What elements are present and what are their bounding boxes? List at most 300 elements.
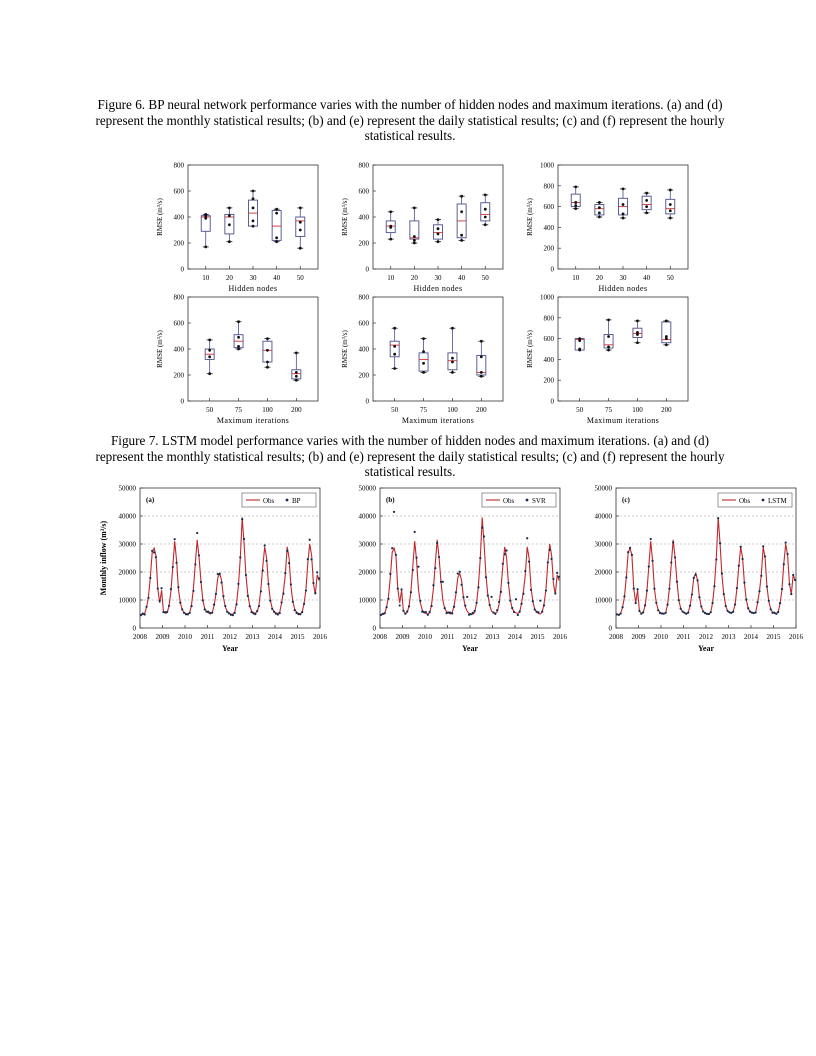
x-axis-label: Year xyxy=(698,644,714,653)
prediction-point xyxy=(252,612,254,614)
prediction-point xyxy=(434,567,436,569)
prediction-point xyxy=(170,588,172,590)
data-point xyxy=(204,213,207,216)
x-tick-label: 2014 xyxy=(508,633,522,641)
x-tick-label: 2013 xyxy=(721,633,736,641)
prediction-point xyxy=(442,581,444,583)
x-tick-label: 50 xyxy=(576,406,584,414)
data-point xyxy=(460,195,463,198)
x-tick-label: 2015 xyxy=(530,633,545,641)
prediction-point xyxy=(695,574,697,576)
y-tick-label: 200 xyxy=(543,376,554,385)
data-point xyxy=(228,214,231,217)
prediction-point xyxy=(535,611,537,613)
prediction-point xyxy=(509,600,511,602)
prediction-point xyxy=(234,612,236,614)
prediction-point xyxy=(773,612,775,614)
y-tick-label: 200 xyxy=(173,239,184,248)
x-tick-label: 200 xyxy=(291,406,302,414)
prediction-point xyxy=(382,613,384,615)
data-point xyxy=(665,335,668,338)
panel-label: (b) xyxy=(386,496,395,504)
data-point xyxy=(393,327,396,330)
prediction-point xyxy=(220,581,222,583)
prediction-point xyxy=(670,561,672,563)
y-tick-label: 40000 xyxy=(594,512,612,521)
prediction-point xyxy=(618,614,620,616)
y-tick-label: 800 xyxy=(358,161,369,170)
prediction-point xyxy=(528,560,530,562)
prediction-point xyxy=(663,613,665,615)
prediction-point xyxy=(623,595,625,597)
prediction-point xyxy=(781,588,783,590)
prediction-point xyxy=(224,605,226,607)
prediction-point xyxy=(459,571,461,573)
x-tick-label: 2013 xyxy=(245,633,260,641)
prediction-point xyxy=(447,611,449,613)
y-tick-label: 400 xyxy=(173,213,184,222)
prediction-point xyxy=(474,610,476,612)
x-tick-label: 50 xyxy=(296,274,304,282)
prediction-point xyxy=(676,581,678,583)
prediction-point xyxy=(655,602,657,604)
y-tick-label: 600 xyxy=(543,203,554,212)
prediction-point xyxy=(470,613,472,615)
x-tick-label: 40 xyxy=(273,274,281,282)
prediction-point xyxy=(734,603,736,605)
prediction-point xyxy=(751,612,753,614)
prediction-point xyxy=(145,606,147,608)
data-point xyxy=(422,337,425,340)
prediction-point xyxy=(155,556,157,558)
prediction-point xyxy=(625,576,627,578)
x-tick-label: 2012 xyxy=(699,633,713,641)
prediction-point xyxy=(250,611,252,613)
prediction-point xyxy=(745,598,747,600)
prediction-point xyxy=(492,611,494,613)
legend-model-label: SVR xyxy=(532,497,546,505)
prediction-point xyxy=(558,576,560,578)
legend-model-swatch xyxy=(762,499,765,502)
y-tick-label: 400 xyxy=(543,355,554,364)
prediction-point xyxy=(429,611,431,613)
y-tick-label: 50000 xyxy=(594,484,612,493)
plot-frame xyxy=(616,488,796,628)
prediction-point xyxy=(451,612,453,614)
prediction-point xyxy=(245,574,247,576)
prediction-point xyxy=(685,613,687,615)
x-tick-label: 100 xyxy=(447,406,458,414)
prediction-point xyxy=(149,577,151,579)
prediction-point xyxy=(683,612,685,614)
y-tick-label: 600 xyxy=(358,319,369,328)
prediction-point xyxy=(728,611,730,613)
data-point xyxy=(413,242,416,245)
prediction-point xyxy=(550,558,552,560)
prediction-point xyxy=(657,609,659,611)
data-point xyxy=(607,349,610,352)
prediction-point xyxy=(414,531,416,533)
prediction-point xyxy=(711,602,713,604)
y-tick-label: 800 xyxy=(173,161,184,170)
data-point xyxy=(607,346,610,349)
prediction-point xyxy=(726,610,728,612)
data-point xyxy=(208,339,211,342)
x-tick-label: 200 xyxy=(476,406,487,414)
x-tick-label: 10 xyxy=(387,274,395,282)
data-point xyxy=(252,197,255,200)
prediction-point xyxy=(635,602,637,604)
data-point xyxy=(266,366,269,369)
y-tick-label: 1000 xyxy=(540,161,554,170)
boxplot-bottom-middle xyxy=(335,292,515,424)
data-point xyxy=(389,225,392,228)
plot-frame xyxy=(140,488,320,628)
x-axis-label: Hidden nodes xyxy=(598,284,648,293)
x-axis-label: Maximum iterations xyxy=(586,416,660,425)
data-point xyxy=(451,327,454,330)
x-tick-label: 50 xyxy=(206,406,214,414)
prediction-point xyxy=(755,611,757,613)
prediction-point xyxy=(179,601,181,603)
x-tick-label: 2012 xyxy=(223,633,237,641)
prediction-point xyxy=(159,600,161,602)
prediction-point xyxy=(380,614,382,616)
prediction-point xyxy=(260,590,262,592)
data-point xyxy=(665,320,668,323)
y-axis-label: RMSE (m³/s) xyxy=(156,330,164,368)
prediction-point xyxy=(648,565,650,567)
data-point xyxy=(460,234,463,237)
y-tick-label: 10000 xyxy=(594,596,612,605)
prediction-point xyxy=(140,614,142,616)
prediction-point xyxy=(397,588,399,590)
y-tick-label: 400 xyxy=(173,345,184,354)
data-point xyxy=(669,209,672,212)
data-point xyxy=(622,188,625,191)
prediction-point xyxy=(391,547,393,549)
prediction-point xyxy=(702,610,704,612)
prediction-point xyxy=(672,541,674,543)
legend-model-swatch xyxy=(286,499,289,502)
prediction-point xyxy=(487,594,489,596)
y-tick-label: 600 xyxy=(543,335,554,344)
prediction-point xyxy=(204,608,206,610)
prediction-point xyxy=(267,583,269,585)
x-axis-label: Year xyxy=(222,644,238,653)
y-tick-label: 400 xyxy=(358,345,369,354)
prediction-point xyxy=(213,604,215,606)
prediction-point xyxy=(747,607,749,609)
y-tick-label: 40000 xyxy=(358,512,376,521)
prediction-point xyxy=(387,598,389,600)
prediction-point xyxy=(730,612,732,614)
legend-model-label: BP xyxy=(292,497,301,505)
prediction-point xyxy=(153,551,155,553)
prediction-point xyxy=(151,550,153,552)
prediction-point xyxy=(651,560,653,562)
prediction-point xyxy=(530,589,532,591)
prediction-point xyxy=(534,608,536,610)
prediction-point xyxy=(665,612,667,614)
data-point xyxy=(208,372,211,375)
prediction-point xyxy=(460,584,462,586)
prediction-point xyxy=(427,614,429,616)
data-point xyxy=(480,340,483,343)
data-point xyxy=(622,212,625,215)
prediction-point xyxy=(215,593,217,595)
prediction-point xyxy=(410,591,412,593)
prediction-point xyxy=(425,611,427,613)
prediction-point xyxy=(693,577,695,579)
prediction-point xyxy=(515,598,517,600)
prediction-point xyxy=(777,611,779,613)
prediction-point xyxy=(549,549,551,551)
prediction-point xyxy=(256,610,258,612)
x-tick-label: 20 xyxy=(225,274,233,282)
prediction-point xyxy=(640,613,642,615)
x-axis-label: Hidden nodes xyxy=(228,284,278,293)
prediction-point xyxy=(678,599,680,601)
prediction-point xyxy=(768,600,770,602)
prediction-point xyxy=(785,542,787,544)
data-point xyxy=(645,211,648,214)
timeseries-panel-c xyxy=(572,480,812,658)
data-point xyxy=(574,207,577,210)
x-tick-label: 2014 xyxy=(268,633,282,641)
prediction-point xyxy=(522,593,524,595)
y-tick-label: 30000 xyxy=(594,540,612,549)
prediction-point xyxy=(312,582,314,584)
prediction-point xyxy=(175,562,177,564)
prediction-point xyxy=(258,605,260,607)
data-point xyxy=(252,190,255,193)
boxplot-top-middle xyxy=(335,160,515,292)
data-point xyxy=(208,349,211,352)
data-point xyxy=(578,337,581,340)
x-tick-label: 75 xyxy=(235,406,243,414)
prediction-point xyxy=(142,613,144,615)
prediction-point xyxy=(738,565,740,567)
y-tick-label: 600 xyxy=(173,319,184,328)
boxplot-top-right xyxy=(520,160,700,292)
prediction-point xyxy=(211,612,213,614)
x-tick-label: 2016 xyxy=(553,633,567,641)
x-tick-label: 2010 xyxy=(178,633,192,641)
prediction-point xyxy=(190,605,192,607)
y-tick-label: 30000 xyxy=(118,540,136,549)
prediction-point xyxy=(749,610,751,612)
prediction-point xyxy=(279,612,281,614)
prediction-point xyxy=(309,539,311,541)
legend-obs-label: Obs xyxy=(503,497,515,505)
y-tick-label: 0 xyxy=(132,624,136,633)
prediction-point xyxy=(704,612,706,614)
prediction-point xyxy=(275,613,277,615)
prediction-point xyxy=(172,566,174,568)
prediction-point xyxy=(706,613,708,615)
prediction-point xyxy=(162,611,164,613)
prediction-point xyxy=(400,588,402,590)
y-axis-label: RMSE (m³/s) xyxy=(341,330,349,368)
y-tick-label: 1000 xyxy=(540,293,554,302)
y-tick-label: 20000 xyxy=(594,568,612,577)
y-tick-label: 50000 xyxy=(118,484,136,493)
prediction-point xyxy=(168,605,170,607)
y-tick-label: 800 xyxy=(173,293,184,302)
x-tick-label: 2008 xyxy=(373,633,387,641)
prediction-point xyxy=(449,611,451,613)
prediction-point xyxy=(423,611,425,613)
prediction-point xyxy=(440,581,442,583)
prediction-point xyxy=(421,611,423,613)
prediction-point xyxy=(691,593,693,595)
y-tick-label: 0 xyxy=(550,265,554,274)
prediction-point xyxy=(770,608,772,610)
prediction-point xyxy=(792,574,794,576)
data-point xyxy=(669,203,672,206)
prediction-point xyxy=(498,601,500,603)
data-point xyxy=(237,348,240,351)
boxplot-top-left xyxy=(150,160,330,292)
prediction-point xyxy=(505,549,507,551)
prediction-point xyxy=(436,542,438,544)
prediction-point xyxy=(282,593,284,595)
data-point xyxy=(299,247,302,250)
prediction-point xyxy=(254,613,256,615)
y-axis-label: RMSE (m³/s) xyxy=(526,198,534,236)
prediction-point xyxy=(464,604,466,606)
data-point xyxy=(645,205,648,208)
data-point xyxy=(598,206,601,209)
y-tick-label: 800 xyxy=(543,182,554,191)
prediction-point xyxy=(466,596,468,598)
prediction-point xyxy=(636,588,638,590)
data-point xyxy=(484,208,487,211)
data-point xyxy=(480,375,483,378)
data-point xyxy=(237,320,240,323)
data-point xyxy=(622,217,625,220)
data-point xyxy=(295,352,298,355)
data-point xyxy=(484,223,487,226)
prediction-point xyxy=(196,532,198,534)
x-tick-label: 40 xyxy=(643,274,651,282)
prediction-point xyxy=(631,554,633,556)
prediction-point xyxy=(489,604,491,606)
prediction-point xyxy=(419,600,421,602)
prediction-point xyxy=(417,566,419,568)
data-point xyxy=(422,371,425,374)
prediction-point xyxy=(627,551,629,553)
data-point xyxy=(266,337,269,340)
prediction-point xyxy=(430,605,432,607)
data-point xyxy=(451,357,454,360)
x-tick-label: 20 xyxy=(410,274,418,282)
boxplot-bottom-left xyxy=(150,292,330,424)
data-point xyxy=(460,210,463,213)
prediction-point xyxy=(479,557,481,559)
prediction-point xyxy=(554,592,556,594)
y-tick-label: 30000 xyxy=(358,540,376,549)
x-tick-label: 2016 xyxy=(313,633,327,641)
data-point xyxy=(484,194,487,197)
prediction-point xyxy=(189,612,191,614)
data-point xyxy=(295,375,298,378)
y-tick-label: 0 xyxy=(365,397,369,406)
x-tick-label: 2008 xyxy=(133,633,147,641)
data-point xyxy=(266,361,269,364)
x-tick-label: 10 xyxy=(202,274,210,282)
prediction-point xyxy=(226,611,228,613)
prediction-point xyxy=(230,614,232,616)
y-tick-label: 20000 xyxy=(358,568,376,577)
prediction-point xyxy=(157,587,159,589)
x-tick-label: 2014 xyxy=(744,633,758,641)
prediction-point xyxy=(228,612,230,614)
prediction-point xyxy=(644,604,646,606)
prediction-point xyxy=(788,583,790,585)
prediction-point xyxy=(490,596,492,598)
x-tick-label: 75 xyxy=(605,406,613,414)
prediction-point xyxy=(194,563,196,565)
prediction-point xyxy=(620,612,622,614)
prediction-point xyxy=(502,563,504,565)
prediction-point xyxy=(185,613,187,615)
prediction-point xyxy=(721,572,723,574)
data-point xyxy=(228,240,231,243)
x-tick-label: 2011 xyxy=(200,633,215,641)
data-point xyxy=(299,207,302,210)
data-point xyxy=(480,371,483,374)
prediction-point xyxy=(775,613,777,615)
prediction-point xyxy=(653,588,655,590)
data-point xyxy=(295,371,298,374)
prediction-point xyxy=(183,612,185,614)
timeseries-panel-a xyxy=(96,480,336,658)
prediction-point xyxy=(280,601,282,603)
y-tick-label: 400 xyxy=(358,213,369,222)
prediction-point xyxy=(552,578,554,580)
prediction-point xyxy=(646,590,648,592)
y-axis-label: RMSE (m³/s) xyxy=(526,330,534,368)
data-point xyxy=(204,217,207,220)
y-tick-label: 0 xyxy=(180,397,184,406)
y-tick-label: 50000 xyxy=(358,484,376,493)
box xyxy=(434,225,443,239)
data-point xyxy=(607,318,610,321)
figure-6-caption: Figure 6. BP neural network performance varies with the number of hidden nodes and maximum iterations. (a) and (d) represent the monthly statistical results; (b) and (e) represent the daily statistical results; (c) and (f) represent the hourly statistical results. xyxy=(95,97,725,143)
prediction-point xyxy=(445,612,447,614)
prediction-point xyxy=(556,572,558,574)
prediction-point xyxy=(681,610,683,612)
prediction-point xyxy=(177,586,179,588)
prediction-point xyxy=(277,613,279,615)
boxplot-bottom-right xyxy=(520,292,700,424)
box xyxy=(272,211,281,241)
prediction-point xyxy=(736,587,738,589)
prediction-point xyxy=(219,573,221,575)
y-tick-label: 0 xyxy=(550,397,554,406)
prediction-point xyxy=(147,597,149,599)
prediction-point xyxy=(779,602,781,604)
plot-frame xyxy=(380,488,560,628)
prediction-point xyxy=(288,562,290,564)
panel-label: (c) xyxy=(622,496,630,504)
x-tick-label: 200 xyxy=(661,406,672,414)
y-tick-label: 600 xyxy=(358,187,369,196)
data-point xyxy=(480,355,483,358)
prediction-point xyxy=(160,587,162,589)
